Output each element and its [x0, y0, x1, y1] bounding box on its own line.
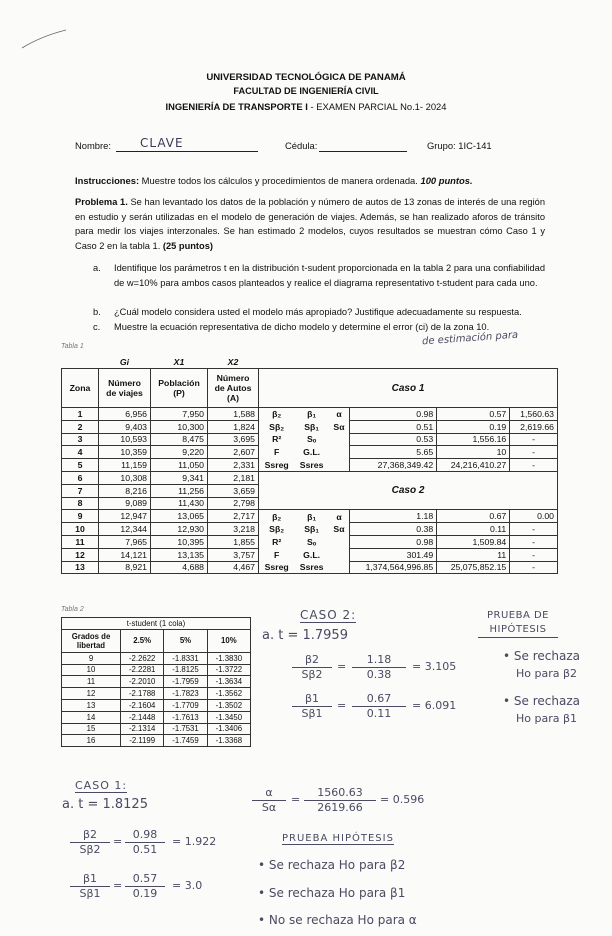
t-value-cell: -1.3406 — [207, 723, 250, 735]
caso1-frac1-den: Sβ2 — [79, 843, 101, 856]
t-value-cell: -2.1788 — [121, 688, 164, 700]
zona-cell: 4 — [62, 446, 99, 459]
item-c-text: Muestre la ecuación representativa de dicho modelo y determine el error (ci) de la zona 10. — [114, 322, 490, 332]
item-c-key: c. — [93, 322, 101, 332]
case1-l1-cell: Sβ₂ — [259, 420, 295, 433]
caso2-frac2-num2: 0.67 — [352, 692, 406, 707]
poblacion-cell: 11,050 — [151, 459, 208, 472]
case2-l3-cell: α — [329, 510, 350, 523]
case1-l1-cell: R² — [259, 433, 295, 446]
caso2-frac1-num: β2 — [292, 653, 332, 668]
caso1-frac3-den: Sα — [261, 801, 277, 814]
table-row — [62, 446, 558, 459]
case1-l3-cell — [329, 459, 350, 472]
caso2-frac2-res: = 6.091 — [412, 699, 457, 712]
viajes-cell: 10,593 — [99, 433, 151, 446]
item-a — [93, 261, 545, 305]
table-row — [62, 711, 251, 723]
prueba-line-2: Ho para β2 — [516, 667, 577, 680]
case1-v1-cell: 0.98 — [350, 408, 437, 421]
viajes-cell: 12,344 — [99, 523, 151, 536]
caso2-title: CASO 2: — [300, 608, 357, 622]
caso2-frac1-sym — [292, 653, 332, 681]
eq-sign: = — [337, 699, 347, 712]
subheader-x1: X1 — [173, 356, 185, 367]
item-b-text: ¿Cuál modelo considera usted el modelo más apropiado? Justifique adecuadamente su respuesta. — [114, 307, 522, 317]
t-value-cell: -1.7613 — [164, 711, 207, 723]
t-value-cell: -1.3502 — [207, 699, 250, 711]
handwritten-note: de estimación para — [421, 329, 519, 348]
case2-v3-cell: - — [510, 561, 558, 574]
table2-caption: Tabla 2 — [61, 606, 84, 613]
case1-v1-cell: 0.51 — [350, 420, 437, 433]
table-row — [62, 459, 558, 472]
case2-v1-cell: 0.98 — [350, 535, 437, 548]
instructions-label: Instrucciones: — [75, 175, 140, 186]
zona-cell: 1 — [62, 408, 99, 421]
zona-cell: 10 — [62, 523, 99, 536]
autos-cell: 2,717 — [208, 510, 259, 523]
caso2-frac1-den: Sβ2 — [301, 668, 323, 681]
gl-cell: 15 — [62, 723, 121, 735]
name-field — [116, 136, 258, 152]
gl-cell: 16 — [62, 735, 121, 747]
viajes-cell: 14,121 — [99, 548, 151, 561]
case2-v2-cell: 11 — [437, 548, 510, 561]
case2-v3-cell: - — [510, 523, 558, 536]
case2-l1-cell: F — [259, 548, 295, 561]
zona-cell: 11 — [62, 535, 99, 548]
case2-v3-cell: - — [510, 548, 558, 561]
course-title — [0, 101, 612, 112]
autos-cell: 1,855 — [208, 535, 259, 548]
table-row — [62, 664, 251, 676]
table-row — [62, 420, 558, 433]
item-b-key: b. — [93, 307, 101, 317]
eq-sign: = — [113, 879, 123, 892]
prueba2-line-3: • No se rechaza Ho para α — [258, 913, 417, 927]
table2-header-gl: Grados de libertad — [62, 629, 121, 652]
caso1-frac1-val — [125, 828, 165, 856]
viajes-cell: 11,159 — [99, 459, 151, 472]
table-row — [62, 723, 251, 735]
case2-l3-cell — [329, 548, 350, 561]
case1-v2-cell: 10 — [437, 446, 510, 459]
case1-v3-cell: 2,619.66 — [510, 420, 558, 433]
poblacion-cell: 11,430 — [151, 497, 208, 510]
case2-v3-cell: - — [510, 535, 558, 548]
caso1-frac1-res: = 1.922 — [172, 835, 217, 848]
case1-l2-cell: Ssres — [294, 459, 329, 472]
viajes-cell: 8,921 — [99, 561, 151, 574]
viajes-cell: 9,403 — [99, 420, 151, 433]
caso1-frac2-den: Sβ1 — [79, 887, 101, 900]
t-value-cell: -1.3368 — [207, 735, 250, 747]
table-row — [62, 510, 558, 523]
table2-header-10: 10% — [207, 629, 250, 652]
zona-cell: 12 — [62, 548, 99, 561]
caso2-frac1-res: = 3.105 — [412, 660, 457, 673]
poblacion-cell: 9,341 — [151, 471, 208, 484]
caso2-frac1-num2: 1.18 — [352, 653, 406, 668]
problem-statement — [75, 195, 545, 253]
name-label: Nombre: — [75, 140, 111, 151]
group-label: Grupo: 1IC-141 — [427, 140, 492, 151]
eq-sign: = — [291, 793, 301, 806]
caso2-frac2-sym — [292, 692, 332, 720]
case1-l3-cell: Sα — [333, 421, 345, 432]
table2 — [61, 617, 251, 747]
zona-cell: 6 — [62, 471, 99, 484]
faculty-title: FACULTAD DE INGENIERÍA CIVIL — [233, 86, 379, 96]
case1-l2-cell: β₁ — [294, 408, 329, 421]
case2-l1-cell: Sβ₂ — [259, 523, 295, 536]
poblacion-cell: 10,300 — [151, 420, 208, 433]
prueba2-line-1: • Se rechaza Ho para β2 — [258, 858, 406, 872]
case2-v3-cell: 0.00 — [510, 510, 558, 523]
autos-cell: 4,467 — [208, 561, 259, 574]
item-a-text: Identifique los parámetros t en la distribución t-sudent proporcionada en la tabla 2 para una confiabilidad de w=10% para ambos casos planteados y realice el diagrama representativo t-student para cada uno. — [114, 263, 545, 288]
prueba2-title: PRUEBA HIPÓTESIS — [282, 833, 394, 844]
viajes-cell: 8,216 — [99, 484, 151, 497]
caso1-frac3-res: = 0.596 — [380, 793, 425, 806]
t-value-cell: -1.8331 — [164, 652, 207, 664]
autos-cell: 1,824 — [208, 420, 259, 433]
case1-title: Caso 1 — [259, 369, 558, 408]
case1-l1-cell: β₂ — [259, 408, 295, 421]
case1-v2-cell: 1,556.16 — [437, 433, 510, 446]
autos-cell: 3,757 — [208, 548, 259, 561]
table-row — [62, 561, 558, 574]
caso1-frac1-den2: 0.51 — [132, 843, 158, 856]
table-row — [62, 652, 251, 664]
caso1-frac2-num: β1 — [70, 872, 110, 887]
case2-v2-cell: 1,509.84 — [437, 535, 510, 548]
table-row — [62, 688, 251, 700]
t-value-cell: -2.2622 — [121, 652, 164, 664]
caso1-title: CASO 1: — [75, 779, 128, 792]
prueba-line-3: • Se rechaza — [503, 694, 580, 708]
caso1-frac3-sym — [252, 786, 286, 814]
autos-cell: 3,695 — [208, 433, 259, 446]
case2-v1-cell: 1,374,564,996.85 — [350, 561, 437, 574]
viajes-cell: 9,089 — [99, 497, 151, 510]
subheader-x2: X2 — [227, 356, 239, 367]
caso2-frac1-val — [352, 653, 406, 681]
id-label: Cédula: — [285, 140, 318, 151]
poblacion-cell: 4,688 — [151, 561, 208, 574]
instructions-points: 100 puntos. — [417, 175, 473, 186]
table1 — [61, 355, 558, 574]
autos-cell: 1,588 — [208, 408, 259, 421]
table1-caption: Tabla 1 — [61, 343, 84, 350]
subheader-gi: Gi — [119, 356, 130, 367]
table-row — [62, 548, 558, 561]
case2-l2-cell: Sβ₁ — [304, 524, 319, 535]
problem-label: Problema 1. — [75, 197, 128, 207]
prueba-line-1: • Se rechaza — [503, 649, 580, 663]
poblacion-cell: 11,256 — [151, 484, 208, 497]
gl-cell: 10 — [62, 664, 121, 676]
case1-v2-cell: 0.19 — [437, 420, 510, 433]
caso1-t: a. t = 1.8125 — [62, 797, 148, 812]
caso1-frac1-num: β2 — [70, 828, 110, 843]
header-viajes: Número de viajes — [99, 369, 151, 408]
poblacion-cell: 13,065 — [151, 510, 208, 523]
case1-l3-cell: α — [329, 408, 350, 421]
autos-cell: 2,607 — [208, 446, 259, 459]
case2-v2-cell: 0.11 — [437, 523, 510, 536]
t-value-cell: -1.7459 — [164, 735, 207, 747]
t-value-cell: -1.3562 — [207, 688, 250, 700]
table-row — [62, 676, 251, 688]
caso1-frac2-sym — [70, 872, 110, 900]
t-value-cell: -1.7709 — [164, 699, 207, 711]
case2-l3-cell — [329, 561, 350, 574]
caso2-frac2-den2: 0.11 — [366, 707, 392, 720]
caso1-frac3-num2: 1560.63 — [304, 786, 376, 801]
t-value-cell: -1.3722 — [207, 664, 250, 676]
caso1-frac2-num2: 0.57 — [125, 872, 165, 887]
case1-v3-cell: 1,560.63 — [510, 408, 558, 421]
poblacion-cell: 7,950 — [151, 408, 208, 421]
prueba-title: PRUEBA DE HIPÓTESIS — [478, 609, 558, 638]
case1-v2-cell: 0.57 — [437, 408, 510, 421]
zona-cell: 9 — [62, 510, 99, 523]
poblacion-cell: 8,475 — [151, 433, 208, 446]
zona-cell: 7 — [62, 484, 99, 497]
case1-v3-cell: - — [510, 459, 558, 472]
caso2-t: a. t = 1.7959 — [262, 628, 348, 643]
header-zona: Zona — [62, 369, 99, 408]
case1-l3-cell — [329, 446, 350, 459]
id-field — [319, 140, 407, 152]
case2-l2-cell: Ssres — [294, 561, 329, 574]
poblacion-cell: 10,395 — [151, 535, 208, 548]
case2-v1-cell: 0.38 — [350, 523, 437, 536]
case2-l1-cell: Ssreg — [259, 561, 295, 574]
instructions — [75, 175, 473, 186]
table2-title: t-student (1 cola) — [62, 618, 251, 630]
case1-l2-cell: Sβ₁ — [304, 421, 319, 432]
caso2-frac1-den2: 0.38 — [366, 668, 392, 681]
caso1-frac1-num2: 0.98 — [125, 828, 165, 843]
caso1-frac1-sym — [70, 828, 110, 856]
case2-l1-cell: β₂ — [259, 510, 295, 523]
t-value-cell: -1.3450 — [207, 711, 250, 723]
caso2-frac2-den: Sβ1 — [301, 707, 323, 720]
item-b — [93, 305, 545, 320]
case2-l3-cell — [329, 535, 350, 548]
problem-points: (25 puntos) — [160, 240, 213, 251]
case1-v3-cell: - — [510, 446, 558, 459]
gl-cell: 13 — [62, 699, 121, 711]
case1-v2-cell: 24,216,410.27 — [437, 459, 510, 472]
table2-header-5: 5% — [164, 629, 207, 652]
name-value: CLAVE — [140, 136, 184, 150]
eq-sign: = — [113, 835, 123, 848]
autos-cell: 2,798 — [208, 497, 259, 510]
header-poblacion: Población (P) — [151, 369, 208, 408]
t-value-cell: -2.2281 — [121, 664, 164, 676]
header-autos: Número de Autos (A) — [208, 369, 259, 408]
case2-l2-cell: Sₒ — [306, 536, 317, 547]
poblacion-cell: 13,135 — [151, 548, 208, 561]
zona-cell: 3 — [62, 433, 99, 446]
case1-l1-cell: Ssreg — [259, 459, 295, 472]
table-row — [62, 408, 558, 421]
item-a-key: a. — [93, 263, 101, 273]
table-row — [62, 735, 251, 747]
case1-v1-cell: 0.53 — [350, 433, 437, 446]
prueba-line-4: Ho para β1 — [516, 712, 577, 725]
case2-l2-cell: β₁ — [294, 510, 329, 523]
university-title: UNIVERSIDAD TECNOLÓGICA DE PANAMÁ — [206, 72, 406, 83]
t-value-cell: -2.2010 — [121, 676, 164, 688]
instructions-text: Muestre todos los cálculos y procedimientos de manera ordenada. — [139, 175, 418, 186]
gl-cell: 14 — [62, 711, 121, 723]
t-value-cell: -1.3830 — [207, 652, 250, 664]
zona-cell: 13 — [62, 561, 99, 574]
table-row — [62, 433, 558, 446]
caso1-frac2-val — [125, 872, 165, 900]
case2-v1-cell: 301.49 — [350, 548, 437, 561]
zona-cell: 8 — [62, 497, 99, 510]
caso1-frac2-den2: 0.19 — [132, 887, 158, 900]
poblacion-cell: 12,930 — [151, 523, 208, 536]
autos-cell: 2,181 — [208, 471, 259, 484]
gl-cell: 11 — [62, 676, 121, 688]
autos-cell: 3,659 — [208, 484, 259, 497]
caso2-frac2-num: β1 — [292, 692, 332, 707]
table-row — [62, 523, 558, 536]
zona-cell: 5 — [62, 459, 99, 472]
t-value-cell: -2.1448 — [121, 711, 164, 723]
pen-mark-icon — [20, 28, 70, 50]
case2-v1-cell: 1.18 — [350, 510, 437, 523]
problem-text: Se han levantado los datos de la población y número de autos de 13 zonas de interés de una región en estudio y serán utilizadas en el modelo de generación de viajes. Además, se han realizado aforos de tránsito para medir los viajes interzonales. Se han estimado 2 modelos, cuyos resultados se muestran cómo Caso 1 y Caso 2 en la tabla 1. — [75, 197, 545, 251]
autos-cell: 2,331 — [208, 459, 259, 472]
t-value-cell: -1.3634 — [207, 676, 250, 688]
viajes-cell: 6,956 — [99, 408, 151, 421]
gl-cell: 12 — [62, 688, 121, 700]
case2-v2-cell: 25,075,852.15 — [437, 561, 510, 574]
case1-l3-cell — [329, 433, 350, 446]
caso1-frac3-den2: 2619.66 — [317, 801, 363, 814]
case1-l2-cell: Sₒ — [306, 434, 317, 445]
t-value-cell: -1.7531 — [164, 723, 207, 735]
table-row — [62, 699, 251, 711]
case1-l1-cell: F — [259, 446, 295, 459]
case1-v1-cell: 5.65 — [350, 446, 437, 459]
case1-v1-cell: 27,368,349.42 — [350, 459, 437, 472]
autos-cell: 3,218 — [208, 523, 259, 536]
viajes-cell: 10,359 — [99, 446, 151, 459]
case2-l3-cell: Sα — [333, 524, 345, 535]
case1-l2-cell: G.L. — [303, 447, 321, 458]
case2-title: Caso 2 — [259, 471, 558, 509]
table2-header-25: 2.5% — [121, 629, 164, 652]
case2-v2-cell: 0.67 — [437, 510, 510, 523]
case1-v3-cell: - — [510, 433, 558, 446]
case2-l1-cell: R² — [259, 535, 295, 548]
t-value-cell: -1.7959 — [164, 676, 207, 688]
t-value-cell: -1.7823 — [164, 688, 207, 700]
t-value-cell: -2.1199 — [121, 735, 164, 747]
caso2-frac2-val — [352, 692, 406, 720]
t-value-cell: -1.8125 — [164, 664, 207, 676]
table-row — [62, 471, 558, 484]
viajes-cell: 12,947 — [99, 510, 151, 523]
prueba2-line-2: • Se rechaza Ho para β1 — [258, 886, 406, 900]
viajes-cell: 10,308 — [99, 471, 151, 484]
caso1-frac3-val — [304, 786, 376, 814]
table-row — [62, 535, 558, 548]
gl-cell: 9 — [62, 652, 121, 664]
course-name: INGENIERÍA DE TRANSPORTE I — [165, 101, 308, 112]
case2-l2-cell: G.L. — [303, 549, 321, 560]
caso1-frac3-num: α — [252, 786, 286, 801]
t-value-cell: -2.1314 — [121, 723, 164, 735]
poblacion-cell: 9,220 — [151, 446, 208, 459]
zona-cell: 2 — [62, 420, 99, 433]
caso1-frac2-res: = 3.0 — [172, 879, 203, 892]
viajes-cell: 7,965 — [99, 535, 151, 548]
eq-sign: = — [337, 660, 347, 673]
t-value-cell: -2.1604 — [121, 699, 164, 711]
exam-name: - EXAMEN PARCIAL No.1- 2024 — [307, 101, 447, 112]
